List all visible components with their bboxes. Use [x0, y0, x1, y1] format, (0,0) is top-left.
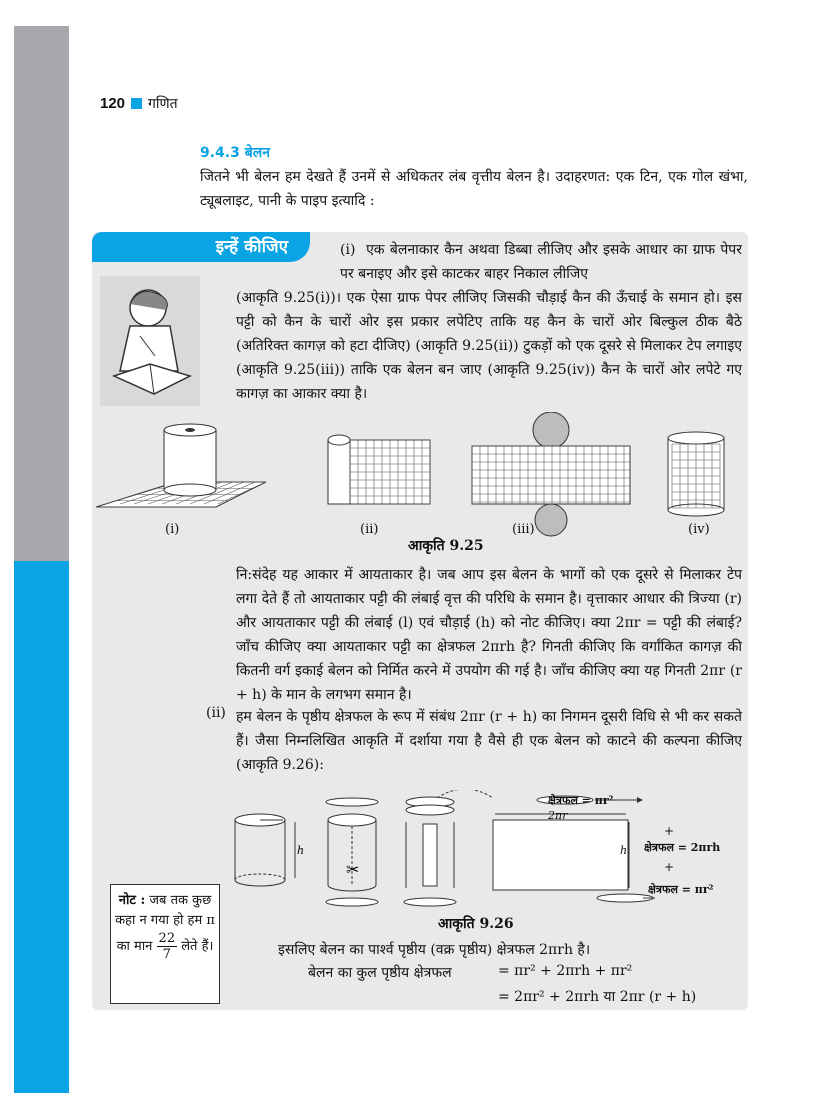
- equation-total-label: बेलन का कुल पृष्ठीय क्षेत्रफल: [308, 965, 452, 981]
- note-box: [110, 884, 220, 1004]
- activity-item-1-start: [340, 238, 742, 286]
- note-text-1: जब तक कुछ कहा न गया हो हम π का मान: [115, 893, 215, 954]
- note-title: नोट :: [118, 893, 146, 908]
- figure-9-25: [96, 412, 746, 552]
- fig-label-iv: (iv): [688, 522, 710, 537]
- fig26-area-top: क्षेत्रफल = πr²: [548, 794, 614, 807]
- fig-9-25-ii: [328, 435, 430, 504]
- fig-label-iii: (iii): [512, 522, 535, 537]
- subject-label: गणित: [148, 96, 178, 112]
- fig-label-i: (i): [165, 522, 180, 537]
- fig-label-ii: (ii): [360, 522, 379, 537]
- fig26-area-side: क्षेत्रफल = 2πrh: [644, 841, 721, 854]
- square-bullet-icon: [131, 98, 142, 109]
- pi-fraction: $\frac{22}{7}$: [158, 931, 176, 962]
- fig26-2pir: 2πr: [548, 809, 568, 822]
- fig-9-26-caption: आकृति 9.26: [438, 916, 514, 932]
- item-2-text: हम बेलन के पृष्ठीय क्षेत्रफल के रूप में संबंध 2πr (r + h) का निगमन दूसरी विधि से भी कर सकते हैं। जैसा निम्नलिखित आकृति में दर्शाया गया है वैसे ही एक बेलन को काटने की कल्पना कीजिए (आकृति 9.26):: [236, 709, 742, 773]
- fig-9-25-iv: [668, 432, 724, 516]
- equation-total-rhs: = πr² + 2πrh + πr²: [498, 963, 633, 979]
- fig26-plus-2: +: [664, 860, 675, 874]
- equation-lateral-area: इसलिए बेलन का पार्श्व पृष्ठीय (वक्र पृष्ठीय) क्षेत्रफल 2πrh है।: [278, 942, 591, 958]
- side-band-blue: [14, 561, 69, 1093]
- activity-banner: इन्हें कीजिए: [92, 232, 310, 262]
- fig-9-25-iii: [472, 412, 630, 536]
- equation-total-simplified: = 2πr² + 2πrh या 2πr (r + h): [498, 989, 697, 1005]
- item-2-marker: (ii): [206, 705, 226, 721]
- fig26-h2: h: [620, 844, 628, 857]
- fig26-h1: h: [297, 844, 305, 857]
- fig26-area-bottom: क्षेत्रफल = πr²: [648, 883, 714, 896]
- item-1-marker: (i): [340, 242, 356, 258]
- item-1-text-a: एक बेलनाकार कैन अथवा डिब्बा लीजिए और इसके आधार का ग्राफ पेपर पर बनाइए और इसे काटकर बाहर निकाल लीजिए: [340, 242, 742, 282]
- page-number: 120: [100, 95, 126, 112]
- svg-text:✂: ✂: [346, 860, 360, 879]
- fig26-plus-1: +: [664, 824, 675, 838]
- explanation-paragraph: नि:संदेह यह आकार में आयताकार है। जब आप इस बेलन के भागों को एक दूसरे से मिलाकर टेप लगा देते हैं तो आयताकार पट्टी की लंबाई वृत्त की परिधि के समान है। वृत्ताकार आधार की त्रिज्या (r) और आयताकार पट्टी की लंबाई (l) एवं चौड़ाई (h) को नोट कीजिए। क्या 2πr = पट्टी की लंबाई? जाँच कीजिए क्या आयताकार पट्टी का क्षेत्रफल 2πrh है? गिनती कीजिए कि वर्गांकित कागज़ की कितनी वर्ग इकाई बेलन को निर्मित करने में उपयोग की गई है। जाँच कीजिए क्या यह गिनती 2πr (r + h) के मान के लगभग समान है।: [236, 567, 742, 703]
- section-intro: जितने भी बेलन हम देखते हैं उनमें से अधिकतर लंब वृत्तीय बेलन है। उदाहरणत: एक टिन, एक गोल खंभा, ट्यूबलाइट, पानी के पाइप इत्यादि :: [200, 169, 748, 209]
- note-text-2: लेते हैं।: [181, 939, 214, 954]
- side-band-grey: [14, 26, 69, 561]
- child-reading-illustration: [100, 276, 200, 406]
- page-header: [100, 94, 178, 113]
- section-title: 9.4.3 बेलन: [200, 145, 270, 161]
- activity-item-1-cont: (आकृति 9.25(i))। एक ऐसा ग्राफ पेपर लीजिए जिसकी चौड़ाई कैन की ऊँचाई के समान हो। इस पट्टी को कैन के चारों ओर इस प्रकार लपेटिए ताकि यह कैन के चारों ओर बिल्कुल ठीक बैठे (अतिरिक्त कागज़ को हटा दीजिए) (आकृति 9.25(ii)) टुकड़ों को एक दूसरे से मिलाकर टेप लगाइए (आकृति 9.25(iii)) ताकि एक बेलन बन जाए (आकृति 9.25(iv)) कैन के चारों ओर लपेटे गए कागज़ का आकार क्या है।: [236, 290, 742, 402]
- fig-9-25-caption: आकृति 9.25: [408, 538, 484, 554]
- fig-9-25-i: [96, 424, 266, 507]
